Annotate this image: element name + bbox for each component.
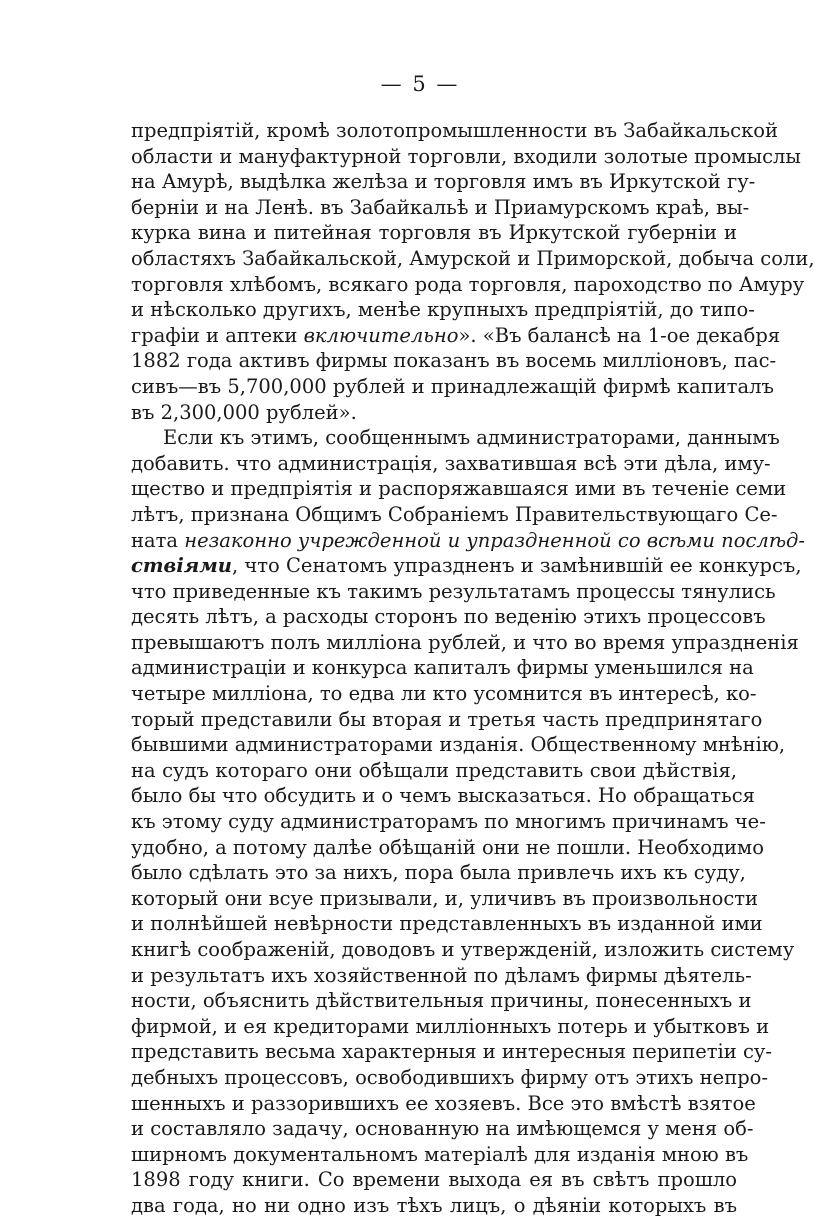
text-line-content: дебныхъ процессовъ, освободившихъ фирму отъ этихъ непро- [131,1065,769,1089]
text-line [131,579,776,605]
text-line [131,1193,737,1219]
text-line-content: добавить. что администрація, захватившая всѣ эти дѣла, иму- [131,451,771,475]
text-line-content: который они всуе призывали, и, уличивъ въ произвольности [131,886,759,910]
text-line [131,963,752,989]
text-line [131,528,805,554]
text-line [131,297,755,323]
text-line-content: 1898 году книги. Со времени выхода ея въ свѣтъ прошло [131,1168,737,1192]
text-line-content: было сдѣлать это за нихъ, пора была привлечь ихъ къ суду, [131,861,746,885]
page-number: — 5 — [380,72,460,96]
text-line [131,1167,737,1193]
text-line-content: администраціи и конкурса капиталъ фирмы уменьшился на [131,656,754,680]
text-line-content: лѣтъ, признана Общимъ Собраніемъ Правительствующаго Се- [131,502,778,526]
text-line [131,144,801,170]
text-line [131,272,805,298]
text-line [131,1091,756,1117]
text-line [131,476,787,502]
text-line-content: сивъ—въ 5,700,000 рублей и принадлежащій фирмѣ капиталъ [131,374,774,398]
text-line [131,1116,754,1142]
text-line [131,374,774,400]
text-line [131,860,746,886]
text-line-content: было бы что обсудить и о чемъ высказаться. Но обращаться [131,784,755,808]
text-line-content: торговля хлѣбомъ, всякаго рода торговля, пароходство по Амуру [131,272,805,296]
text-line-content: и полнѣйшей невѣрности представленныхъ въ изданной ими [131,912,763,936]
text-line-content: четыре милліона, то едва ли кто усомнится въ интересѣ, ко- [131,682,757,706]
text-line [131,809,766,835]
text-line [131,195,750,221]
emphasized-text: ствіями [131,554,232,578]
text-line [131,169,756,195]
text-line [131,323,781,349]
text-line [131,681,757,707]
text-line [131,911,763,937]
text-line [131,1065,769,1091]
text-line-content: и составляло задачу, основанную на имѣющемся у меня об- [131,1117,754,1141]
text-line [131,835,764,861]
text-line-content: фирмой, и ея кредиторами милліонныхъ потерь и убытковъ и [131,1014,770,1038]
text-line-content: что приведенные къ такимъ результатамъ процессы тянулись [131,579,776,603]
text-line-content: на судъ котораго они обѣщали представить свои дѣйствія, [131,758,737,782]
text-line [131,1014,770,1040]
text-line-content: щество и предпріятія и распоряжавшаяся ими въ теченіе семи [131,477,787,501]
text-line [131,425,780,451]
text-line-content: на Амурѣ, выдѣлка желѣза и торговля имъ въ Иркутской гу- [131,170,756,194]
text-segment: , что Сенатомъ упраздненъ и замѣнившій ее конкурсъ, [231,554,802,578]
text-line-content: превышаютъ полъ милліона рублей, и что во время упраздненія [131,630,799,654]
text-segment: ». «Въ балансѣ на 1-ое декабря [458,323,781,347]
text-line-content: бывшими администраторами изданія. Общественному мнѣнію, [131,733,786,757]
text-line [131,553,802,579]
text-line-content: книгѣ соображеній, доводовъ и утвержденій, изложить систему [131,938,795,961]
text-line [131,886,759,912]
text-line [131,732,786,758]
text-line-content: курка вина и питейная торговля въ Иркутской губерніи и [131,221,737,245]
text-segment: графіи и аптеки [131,323,304,347]
text-line [131,630,799,656]
text-line-content: къ этому суду администраторамъ по многимъ причинамъ че- [131,810,766,834]
text-line-content: ности, объяснить дѣйствительныя причины, понесенныхъ и [131,989,752,1013]
text-line [131,1039,772,1065]
text-line [131,400,737,426]
text-line-content: областяхъ Забайкальской, Амурской и Приморской, добыча соли, [131,246,815,270]
emphasized-text: незаконно учрежденной и упраздненной со всѣми послѣд- [184,528,805,552]
text-line [131,783,755,809]
text-line [131,502,778,528]
text-line [131,707,763,733]
text-line-content: предпріятій, кромѣ золотопромышленности въ Забайкальской [131,119,779,142]
text-line [131,220,737,246]
text-line-content: берніи и на Ленѣ. въ Забайкальѣ и Приамурскомъ краѣ, вы- [131,195,750,219]
text-line-content: и результатъ ихъ хозяйственной по дѣламъ фирмы дѣятель- [131,963,752,987]
text-segment: ната [131,528,185,552]
text-line-content: торый представили бы вторая и третья часть предпринятаго [131,707,763,731]
text-line [131,655,754,681]
text-line-content: ширномъ документальномъ матеріалѣ для изданія мною въ [131,1142,749,1166]
text-line-content: въ 2,300,000 рублей». [131,400,357,424]
text-line-content: шенныхъ и раззорившихъ ее хозяевъ. Все это вмѣстѣ взятое [131,1091,756,1115]
text-line-content: представить весьма характерныя и интересныя перипетіи су- [131,1040,772,1064]
text-line-content: Если къ этимъ, сообщеннымъ администраторами, даннымъ [163,426,780,450]
text-line-content: удобно, а потому далѣе обѣщаній они не пошли. Необходимо [131,835,764,859]
emphasized-text: включительно [303,323,459,347]
text-line-content: области и мануфактурной торговли, входили золотые промыслы [131,144,801,168]
text-line [131,937,795,963]
text-line [131,451,771,477]
text-line [131,1142,749,1168]
text-line-content: и нѣсколько другихъ, менѣе крупныхъ предпріятій, до типо- [131,298,755,322]
text-line [131,348,777,374]
text-line [131,604,766,630]
text-line-content: 1882 года активъ фирмы показанъ въ восемь милліоновъ, пас- [131,349,777,373]
text-line [131,758,737,784]
text-line [131,246,815,272]
body-text [131,118,815,1219]
text-line [131,118,779,144]
text-line-content: десять лѣтъ, а расходы сторонъ по веденію этихъ процессовъ [131,605,766,629]
text-line-content: два года, но ни одно изъ тѣхъ лицъ, о дѣяніи которыхъ въ [131,1193,737,1217]
text-line [131,988,752,1014]
